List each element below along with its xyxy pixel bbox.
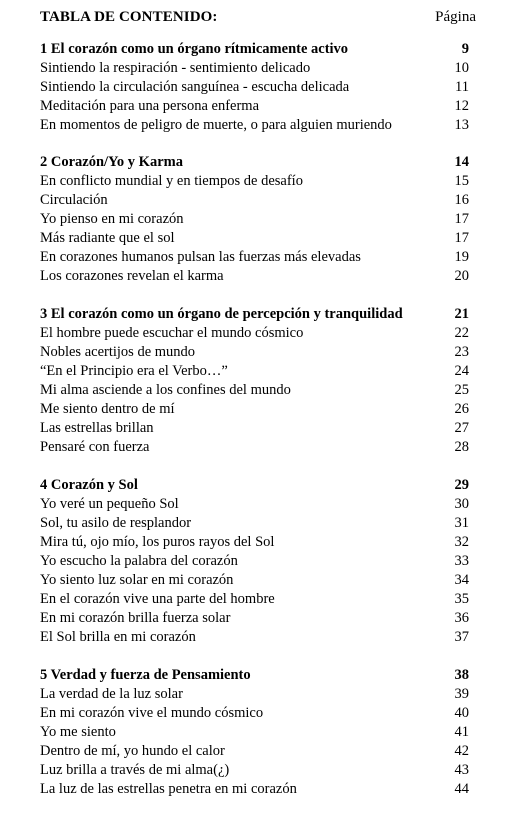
entry-title: Meditación para una persona enferma xyxy=(40,98,260,114)
entry-page-number: 26 xyxy=(454,401,469,417)
entry-page-number: 28 xyxy=(454,439,469,455)
entry-title: Yo me siento xyxy=(40,724,116,740)
entry-title: Circulación xyxy=(40,192,108,208)
toc-entry[interactable] xyxy=(40,229,469,248)
entry-page-number: 32 xyxy=(454,534,469,550)
entry-page-number: 37 xyxy=(454,629,469,645)
entry-title: “En el Principio era el Verbo…” xyxy=(40,363,228,379)
entry-page-number: 16 xyxy=(454,192,469,208)
toc-entry[interactable] xyxy=(40,362,469,381)
toc-entry[interactable] xyxy=(40,552,469,571)
entry-page-number: 25 xyxy=(454,382,469,398)
entry-page-number: 41 xyxy=(454,724,469,740)
entry-title: En mi corazón vive el mundo cósmico xyxy=(40,705,264,721)
section-page-number: 21 xyxy=(454,306,469,322)
entry-title: Más radiante que el sol xyxy=(40,230,175,246)
entry-page-number: 34 xyxy=(454,572,469,588)
entry-page-number: 10 xyxy=(454,60,469,76)
entry-title: Nobles acertijos de mundo xyxy=(40,344,196,360)
section-heading[interactable] xyxy=(40,666,469,685)
toc-entry[interactable] xyxy=(40,381,469,400)
entry-page-number: 19 xyxy=(454,249,469,265)
entry-page-number: 12 xyxy=(454,98,469,114)
toc-entry[interactable] xyxy=(40,438,469,457)
toc-entry[interactable] xyxy=(40,267,469,286)
entry-title: Yo pienso en mi corazón xyxy=(40,211,184,227)
toc-section xyxy=(40,40,469,135)
entry-page-number: 35 xyxy=(454,591,469,607)
entry-page-number: 40 xyxy=(454,705,469,721)
entry-page-number: 17 xyxy=(454,230,469,246)
section-title: 3 El corazón como un órgano de percepción y tranquilidad xyxy=(40,306,403,322)
entry-page-number: 27 xyxy=(454,420,469,436)
entry-title: Luz brilla a través de mi alma(¿) xyxy=(40,762,230,778)
entry-title: Yo veré un pequeño Sol xyxy=(40,496,179,512)
entry-page-number: 11 xyxy=(455,79,469,95)
toc-entry[interactable] xyxy=(40,590,469,609)
entry-title: Sintiendo la circulación sanguínea - escucha delicada xyxy=(40,79,350,95)
entry-title: Me siento dentro de mí xyxy=(40,401,175,417)
section-page-number: 38 xyxy=(454,667,469,683)
entry-title: Sol, tu asilo de resplandor xyxy=(40,515,192,531)
toc-entry[interactable] xyxy=(40,419,469,438)
toc-entry[interactable] xyxy=(40,571,469,590)
toc-entry[interactable] xyxy=(40,761,469,780)
toc-entry[interactable] xyxy=(40,172,469,191)
entry-page-number: 30 xyxy=(454,496,469,512)
toc-entry[interactable] xyxy=(40,514,469,533)
toc-section xyxy=(40,305,469,457)
section-title: 1 El corazón como un órgano rítmicamente activo xyxy=(40,41,349,57)
entry-page-number: 17 xyxy=(454,211,469,227)
section-title: 5 Verdad y fuerza de Pensamiento xyxy=(40,667,251,683)
toc-section xyxy=(40,153,469,286)
entry-title: Sintiendo la respiración - sentimiento delicado xyxy=(40,60,311,76)
section-page-number: 29 xyxy=(454,477,469,493)
toc-entry[interactable] xyxy=(40,533,469,552)
toc-title: TABLA DE CONTENIDO: xyxy=(40,9,218,25)
entry-title: Dentro de mí, yo hundo el calor xyxy=(40,743,225,759)
entry-title: La luz de las estrellas penetra en mi corazón xyxy=(40,781,297,797)
entry-page-number: 24 xyxy=(454,363,469,379)
entry-title: Mi alma asciende a los confines del mundo xyxy=(40,382,291,398)
toc-entry[interactable] xyxy=(40,495,469,514)
toc-entry[interactable] xyxy=(40,780,469,799)
entry-title: Mira tú, ojo mío, los puros rayos del Sol xyxy=(40,534,275,550)
section-page-number: 9 xyxy=(461,41,469,57)
toc-entry[interactable] xyxy=(40,248,469,267)
entry-page-number: 43 xyxy=(454,762,469,778)
toc-entry[interactable] xyxy=(40,78,469,97)
entry-title: Las estrellas brillan xyxy=(40,420,154,436)
toc-entry[interactable] xyxy=(40,324,469,343)
section-heading[interactable] xyxy=(40,40,469,59)
section-title: 2 Corazón/Yo y Karma xyxy=(40,154,183,170)
entry-page-number: 13 xyxy=(454,117,469,133)
toc-entry[interactable] xyxy=(40,628,469,647)
section-title: 4 Corazón y Sol xyxy=(40,477,138,493)
entry-title: El Sol brilla en mi corazón xyxy=(40,629,196,645)
entry-page-number: 36 xyxy=(454,610,469,626)
entry-title: En corazones humanos pulsan las fuerzas más elevadas xyxy=(40,249,361,265)
entry-title: El hombre puede escuchar el mundo cósmico xyxy=(40,325,304,341)
entry-page-number: 20 xyxy=(454,268,469,284)
toc-entry[interactable] xyxy=(40,723,469,742)
entry-title: Yo escucho la palabra del corazón xyxy=(40,553,238,569)
section-heading[interactable] xyxy=(40,305,469,324)
toc-entry[interactable] xyxy=(40,704,469,723)
entry-title: En el corazón vive una parte del hombre xyxy=(40,591,275,607)
entry-title: Yo siento luz solar en mi corazón xyxy=(40,572,234,588)
entry-page-number: 15 xyxy=(454,173,469,189)
entry-page-number: 44 xyxy=(454,781,469,797)
toc-entry[interactable] xyxy=(40,116,469,135)
entry-title: En conflicto mundial y en tiempos de desafío xyxy=(40,173,303,189)
entry-page-number: 31 xyxy=(454,515,469,531)
toc-entry[interactable] xyxy=(40,609,469,628)
toc-section xyxy=(40,476,469,647)
toc-entry[interactable] xyxy=(40,97,469,116)
entry-title: Pensaré con fuerza xyxy=(40,439,150,455)
entry-page-number: 22 xyxy=(454,325,469,341)
toc-entry[interactable] xyxy=(40,343,469,362)
entry-title: Los corazones revelan el karma xyxy=(40,268,224,284)
toc-header xyxy=(40,9,474,29)
toc-entry[interactable] xyxy=(40,685,469,704)
toc-entry[interactable] xyxy=(40,59,469,78)
toc-entry[interactable] xyxy=(40,742,469,761)
section-heading[interactable] xyxy=(40,153,469,172)
toc-entry[interactable] xyxy=(40,400,469,419)
entry-page-number: 39 xyxy=(454,686,469,702)
section-heading[interactable] xyxy=(40,476,469,495)
entry-title: En mi corazón brilla fuerza solar xyxy=(40,610,231,626)
entry-page-number: 23 xyxy=(454,344,469,360)
toc-section xyxy=(40,666,469,799)
section-page-number: 14 xyxy=(454,154,469,170)
page-column-label: Página xyxy=(435,9,476,25)
toc-entry[interactable] xyxy=(40,191,469,210)
toc-entry[interactable] xyxy=(40,210,469,229)
entry-title: La verdad de la luz solar xyxy=(40,686,183,702)
entry-page-number: 33 xyxy=(454,553,469,569)
entry-title: En momentos de peligro de muerte, o para alguien muriendo xyxy=(40,117,392,133)
entry-page-number: 42 xyxy=(454,743,469,759)
